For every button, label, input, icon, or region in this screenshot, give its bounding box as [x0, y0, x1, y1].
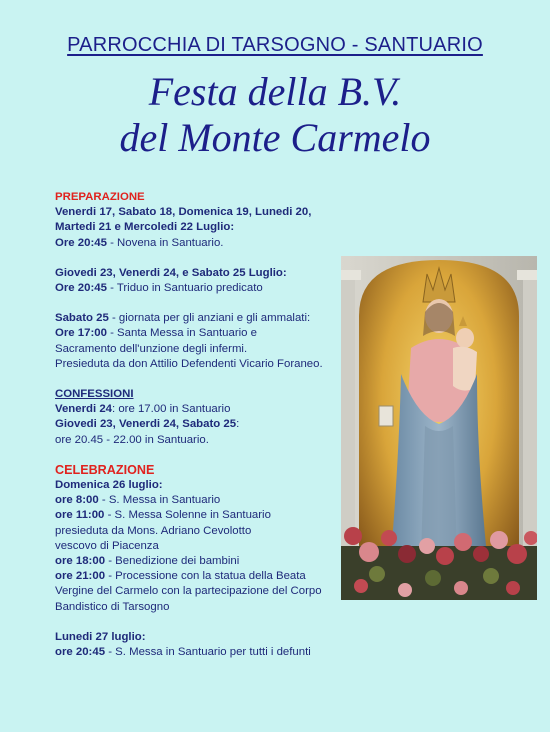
title-line-1: Festa della B.V. [148, 69, 402, 114]
parish-header [0, 34, 550, 57]
celebrazione-time: ore 21:00 [55, 570, 106, 583]
celebrazione-item [55, 508, 345, 523]
novena-line [55, 236, 345, 251]
section-heading-celebrazione: CELEBRAZIONE [55, 462, 155, 477]
celebrazione-desc: - Benedizione dei bambini [105, 555, 240, 568]
sabato-day: Sabato 25 [55, 312, 109, 325]
celebrazione-desc: - S. Messa in Santuario [98, 494, 221, 507]
celebrazione-item [55, 493, 345, 508]
celebrazione-time: ore 8:00 [55, 494, 99, 507]
sabato-desc: - giornata per gli anziani e gli ammalati: [108, 312, 311, 325]
lunedi-line [55, 645, 345, 660]
confessioni-row-2-desc: : [236, 418, 240, 431]
triduo-days: Giovedi 23, Venerdi 24, e Sabato 25 Luglio: [55, 266, 287, 279]
lunedi-time: ore 20:45 [55, 646, 106, 659]
lunedi-desc: - S. Messa in Santuario per tutti i defunti [105, 646, 311, 659]
messa-time: Ore 17:00 [55, 327, 107, 340]
messa-line [55, 326, 345, 341]
messa-desc: - Santa Messa in Santuario e [106, 327, 257, 340]
lunedi-day: Lunedi 27 luglio: [55, 630, 146, 643]
program-content [55, 190, 345, 660]
processione-line-2: Vergine del Carmelo con la partecipazione del Corpo [55, 585, 322, 598]
triduo-line [55, 281, 345, 296]
section-heading-preparazione: PREPARAZIONE [55, 191, 145, 203]
confessioni-row-1-day: Venerdi 24 [55, 403, 112, 416]
celebrazione-time: ore 18:00 [55, 555, 106, 568]
celebrazione-time: ore 11:00 [55, 509, 105, 522]
confessioni-row-2-day: Giovedi 23, Venerdi 24, Sabato 25 [55, 418, 237, 431]
celebrazione-desc: - S. Messa Solenne in Santuario [104, 509, 271, 522]
confessioni-row-1 [55, 402, 345, 417]
presieduta-line-1: presieduta da Mons. Adriano Cevolotto [55, 524, 252, 537]
section-heading-confessioni: CONFESSIONI [55, 388, 134, 401]
novena-days-2: Martedi 21 e Mercoledi 22 Luglio: [55, 221, 235, 234]
messa-line-2: Sacramento dell'unzione degli infermi. [55, 342, 248, 355]
celebrazione-item [55, 569, 345, 584]
confessioni-row-1-desc: : ore 17.00 in Santuario [112, 403, 231, 416]
messa-line-3: Presieduta da don Attilio Defendenti Vicario Foraneo. [55, 357, 323, 370]
title-line-2: del Monte Carmelo [119, 115, 431, 160]
confessioni-row-3: ore 20.45 - 22.00 in Santuario. [55, 433, 209, 446]
triduo-desc: - Triduo in Santuario predicato [106, 282, 263, 295]
celebrazione-day: Domenica 26 luglio: [55, 479, 163, 492]
parish-name: PARROCCHIA DI TARSOGNO - SANTUARIO [67, 34, 483, 56]
novena-time: Ore 20:45 [55, 236, 107, 249]
processione-line-3: Bandistico di Tarsogno [55, 600, 170, 613]
novena-days-1: Venerdi 17, Sabato 18, Domenica 19, Lunedi 20, [55, 206, 312, 219]
novena-desc: - Novena in Santuario. [106, 236, 224, 249]
presieduta-line-2: vescovo di Piacenza [55, 539, 159, 552]
triduo-time: Ore 20:45 [55, 282, 107, 295]
madonna-statue-photo [341, 256, 537, 600]
celebrazione-item [55, 554, 345, 569]
celebrazione-desc: - Processione con la statua della Beata [105, 570, 306, 583]
sabato-line [55, 311, 345, 326]
confessioni-row-2 [55, 417, 345, 432]
